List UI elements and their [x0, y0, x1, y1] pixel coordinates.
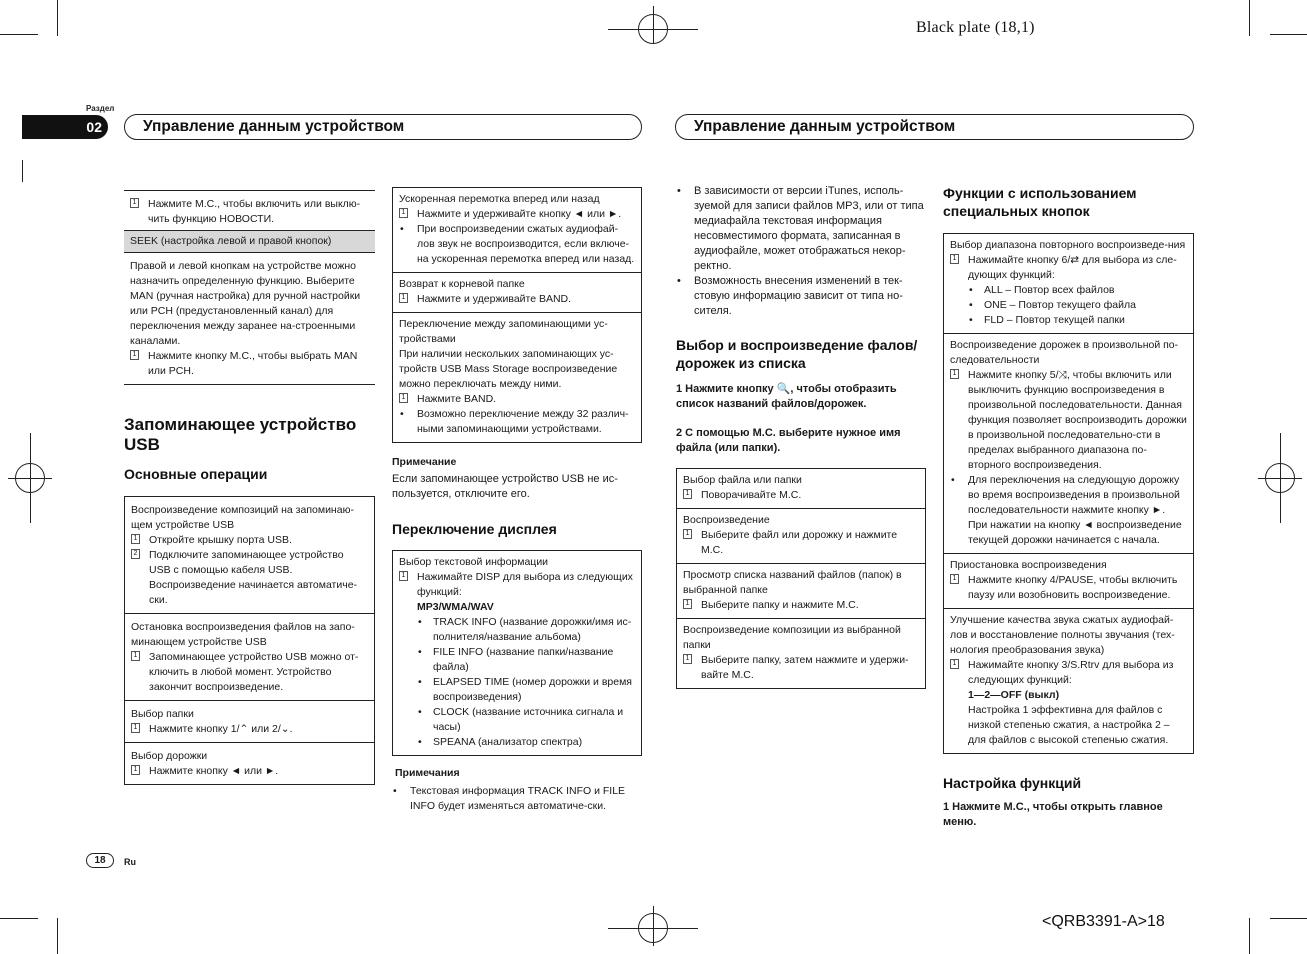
step-number: 1 — [950, 659, 959, 669]
repeat-section — [944, 234, 1193, 334]
bullet-item: • Для переключения на следующую дорожку во время воспроизведения в произвольной последовательности нажмите кнопку ►. При нажатии на кнопку ◄ воспроизведение текущей дорожки начинается с начала. — [951, 474, 1182, 546]
section-title: Выбор папки — [131, 708, 194, 720]
step — [130, 197, 369, 227]
step-number: 1 — [950, 574, 959, 584]
crop-mark — [1249, 918, 1250, 954]
text-info-box — [392, 550, 642, 756]
bullet-item: • В зависимости от версии iTunes, исполь-зуемой для записи файлов MP3, или от типа медиафайла текстовая информация несовместимого формата, записанная в аудиофайле, может отображаться некор-ректно. — [677, 185, 924, 272]
step — [399, 392, 635, 407]
step-text: Нажмите кнопку 4/PAUSE, чтобы включить паузу или возобновить воспроизведение. — [968, 574, 1178, 601]
step-text: Нажмите и удерживайте кнопку ◄ или ►. — [417, 208, 622, 220]
column-1 — [124, 190, 375, 785]
language-code: Ru — [124, 857, 136, 867]
crop-mark — [57, 0, 58, 36]
section-number: 02 — [22, 115, 108, 139]
section-title: Приостановка воспроизведения — [950, 559, 1107, 571]
section-title: Воспроизведение — [683, 514, 770, 526]
step-number: 1 — [130, 350, 139, 360]
section-title: Остановка воспроизведения файлов на запо-минающем устройстве USB — [131, 621, 355, 648]
text-info-section — [393, 551, 641, 755]
shuffle-section — [944, 334, 1193, 554]
settings-step: 1 Нажмите M.C., чтобы открыть главное меню. — [943, 801, 1163, 828]
step — [683, 528, 919, 558]
step-number: 1 — [130, 198, 139, 208]
step — [683, 488, 919, 503]
file-list-box — [676, 468, 926, 689]
repeat-options — [950, 283, 1187, 328]
crop-mark — [0, 918, 38, 919]
crop-mark — [1270, 34, 1307, 35]
step-text: Нажмите и удерживайте BAND. — [417, 293, 572, 305]
usb-play-section — [125, 497, 374, 614]
step-text: Нажимайте кнопку 3/S.Rtrv для выбора из следующих функций: — [968, 659, 1174, 686]
section-title: Воспроизведение композиций на запоминаю-щем устройстве USB — [131, 504, 354, 531]
step — [131, 722, 368, 737]
section-label: Раздел — [86, 104, 115, 113]
crop-mark — [22, 160, 23, 182]
sound-retriever-options: 1—2—OFF (выкл) — [968, 689, 1060, 701]
pause-section — [944, 554, 1193, 609]
file-select-section — [677, 469, 925, 509]
step — [131, 650, 368, 695]
option-item: • CLOCK (название источника сигнала и часы) — [418, 706, 624, 733]
step-number: 2 — [131, 549, 140, 559]
bullet-item: • При воспроизведении сжатых аудиофай-лов звук не воспроизводится, если включе-на ускоренная перемотка вперед или назад. — [400, 223, 635, 265]
column-4 — [943, 184, 1194, 830]
step — [131, 764, 368, 779]
section-title: Переключение между запоминающими ус-тройствами — [399, 318, 608, 345]
chapter-banner-left: Управление данным устройством — [124, 114, 642, 140]
section-title: Воспроизведение композиции из выбранной папки — [683, 624, 901, 651]
step-number: 1 — [399, 393, 408, 403]
step-number: 1 — [683, 529, 692, 539]
column-3 — [676, 184, 926, 689]
step-number: 1 — [131, 651, 140, 661]
section-title: Выбор файла или папки — [683, 474, 802, 486]
switch-storage-section — [393, 313, 641, 442]
step-text: Нажимайте DISP для выбора из следующих функций: — [417, 571, 633, 598]
usb-stop-section — [125, 614, 374, 701]
option-item: • ONE – Повтор текущего файла — [969, 299, 1136, 311]
step-number: 1 — [683, 489, 692, 499]
bullet-item: • Возможность внесения изменений в тек-стовую информацию зависит от типа но-сителя. — [677, 275, 903, 317]
play-folder-section — [677, 619, 925, 688]
fast-forward-section — [393, 188, 641, 273]
step-number: 1 — [399, 571, 408, 581]
bullet-item: • Возможно переключение между 32 различ-ными запоминающими устройствами. — [400, 408, 629, 435]
step-text: Поворачивайте M.C. — [701, 489, 802, 501]
crop-mark — [0, 34, 38, 35]
step-text: Нажмите кнопку 5/⤨, чтобы включить или выключить функцию воспроизведения в произвольной последовательности. Данная функция позволяет воспроизводить дорожки в произвольной последовательно-сти в пределах выбранного диапазона по-вторного воспроизведения. — [968, 369, 1187, 471]
registration-mark — [1258, 478, 1302, 479]
display-heading: Переключение дисплея — [392, 521, 557, 537]
special-keys-box — [943, 233, 1194, 754]
step — [131, 533, 368, 548]
document-code: <QRB3391-A>18 — [1042, 913, 1165, 930]
playback-section — [677, 509, 925, 564]
step — [399, 570, 635, 600]
section-title: Улучшение качества звука сжатых аудиофай-лов и восстановление полноты звучания (тех-нология преобразования звука) — [950, 614, 1175, 656]
usb-box — [124, 496, 375, 785]
note-text: Если запоминающее устройство USB не ис-пользуется, отключите его. — [392, 473, 618, 500]
folder-select-section — [125, 701, 374, 743]
section-title: Выбор диапазона повторного воспроизведе-ния — [950, 239, 1186, 251]
crop-mark — [57, 918, 58, 954]
special-keys-heading: Функции с использованием специальных кнопок — [943, 185, 1137, 219]
settings-heading: Настройка функций — [943, 775, 1082, 791]
step-number: 1 — [950, 369, 959, 379]
step-number: 1 — [131, 723, 140, 733]
step-number: 1 — [131, 534, 140, 544]
section-body: При наличии нескольких запоминающих ус-тройств USB Mass Storage воспроизведение можно переключать между ними. — [399, 348, 618, 390]
note-item: • Текстовая информация TRACK INFO и FILE INFO будет изменяться автоматиче-ски. — [393, 785, 626, 812]
display-options — [399, 615, 635, 750]
section-title: Воспроизведение дорожек в произвольной по-следовательности — [950, 339, 1179, 366]
step-text: Откройте крышку порта USB. — [149, 534, 292, 546]
step — [683, 598, 919, 613]
step-number: 1 — [950, 254, 959, 264]
section-title: Ускоренная перемотка вперед или назад — [399, 193, 600, 205]
step-text: Нажимайте кнопку 6/⇄ для выбора из сле-дующих функций: — [968, 254, 1177, 281]
step-text: Нажмите кнопку 1/⌃ или 2/⌄. — [149, 723, 293, 735]
seek-body: Правой и левой кнопкам на устройстве можно назначить определенную функцию. Выберите MAN (ручная настройка) для ручной настройки или PCH (предустановленный канал) для переключения между заранее на-строенными каналами. — [130, 260, 361, 347]
step — [950, 368, 1187, 473]
step-number: 1 — [399, 293, 408, 303]
option-item: • FILE INFO (название папки/название файла) — [418, 646, 614, 673]
news-section — [124, 191, 375, 231]
step-number: 1 — [683, 599, 692, 609]
step — [399, 207, 635, 222]
seek-header: SEEK (настройка левой и правой кнопок) — [124, 231, 375, 253]
step-text: Нажмите M.C., чтобы включить или выклю-чить функцию НОВОСТИ. — [148, 198, 361, 225]
section-title: Выбор текстовой информации — [399, 556, 549, 568]
step-number: 1 — [131, 765, 140, 775]
track-select-section — [125, 743, 374, 784]
step-number: 1 — [399, 208, 408, 218]
list-step-1: 1 Нажмите кнопку 🔍, чтобы отобразить список названий файлов/дорожек. — [676, 383, 897, 410]
registration-mark — [8, 478, 52, 479]
sound-retriever-section — [944, 609, 1193, 753]
step — [131, 548, 368, 608]
usb-heading: Запоминающее устройство USB — [124, 415, 357, 454]
step-text: Выберите файл или дорожку и нажмите M.C. — [701, 529, 898, 556]
option-item: • FLD – Повтор текущей папки — [969, 314, 1125, 326]
step-text: Выберите папку и нажмите M.C. — [701, 599, 859, 611]
option-item: • TRACK INFO (название дорожки/имя ис-полнителя/название альбома) — [418, 616, 632, 643]
list-step-2: 2 С помощью M.C. выберите нужное имя файла (или папки). — [676, 427, 901, 454]
basic-ops-heading: Основные операции — [124, 466, 268, 482]
step — [399, 292, 635, 307]
option-item: • ALL – Повтор всех файлов — [969, 284, 1115, 296]
step-text: Выберите папку, затем нажмите и удержи-вайте M.C. — [701, 654, 909, 681]
sound-retriever-note: Настройка 1 эффективна для файлов с низкой степенью сжатия, а настройка 2 – для файлов с высокой степенью сжатия. — [968, 704, 1170, 746]
step-text: Нажмите BAND. — [417, 393, 497, 405]
plate-label: Black plate (18,1) — [916, 19, 1035, 36]
section-title: Возврат к корневой папке — [399, 278, 525, 290]
crop-mark — [1270, 918, 1307, 919]
chapter-banner-right: Управление данным устройством — [675, 114, 1194, 140]
browse-folder-section — [677, 564, 925, 619]
playback-box — [392, 187, 642, 443]
column-2 — [392, 187, 642, 814]
crop-mark — [1249, 0, 1250, 36]
step — [950, 573, 1187, 603]
seek-section — [124, 253, 375, 385]
step — [130, 349, 369, 379]
note-heading: Примечание — [392, 456, 457, 468]
step — [950, 658, 1187, 688]
option-item: • ELAPSED TIME (номер дорожки и время воспроизведения) — [418, 676, 632, 703]
step — [950, 253, 1187, 283]
option-item: • SPEANA (анализатор спектра) — [418, 736, 583, 748]
registration-mark — [653, 6, 654, 44]
step-text: Запоминающее устройство USB можно от-ключить в любой момент. Устройство закончит воспроизведение. — [149, 651, 359, 693]
step — [683, 653, 919, 683]
format-label: MP3/WMA/WAV — [417, 601, 494, 613]
step-text: Подключите запоминающее устройство USB с помощью кабеля USB. Воспроизведение начинается автоматиче-ски. — [149, 549, 358, 606]
seek-box — [124, 190, 375, 385]
notes-heading: Примечания — [395, 767, 460, 779]
root-folder-section — [393, 273, 641, 313]
registration-mark — [653, 906, 654, 946]
list-heading: Выбор и воспроизведение фалов/дорожек из списка — [676, 337, 918, 371]
section-title: Просмотр списка названий файлов (папок) в выбранной папке — [683, 569, 902, 596]
section-title: Выбор дорожки — [131, 750, 208, 762]
step-text: Нажмите кнопку ◄ или ►. — [149, 765, 279, 777]
page-number: 18 — [86, 853, 114, 868]
step-text: Нажмите кнопку M.C., чтобы выбрать MAN или PCH. — [148, 350, 358, 377]
step-number: 1 — [683, 654, 692, 664]
